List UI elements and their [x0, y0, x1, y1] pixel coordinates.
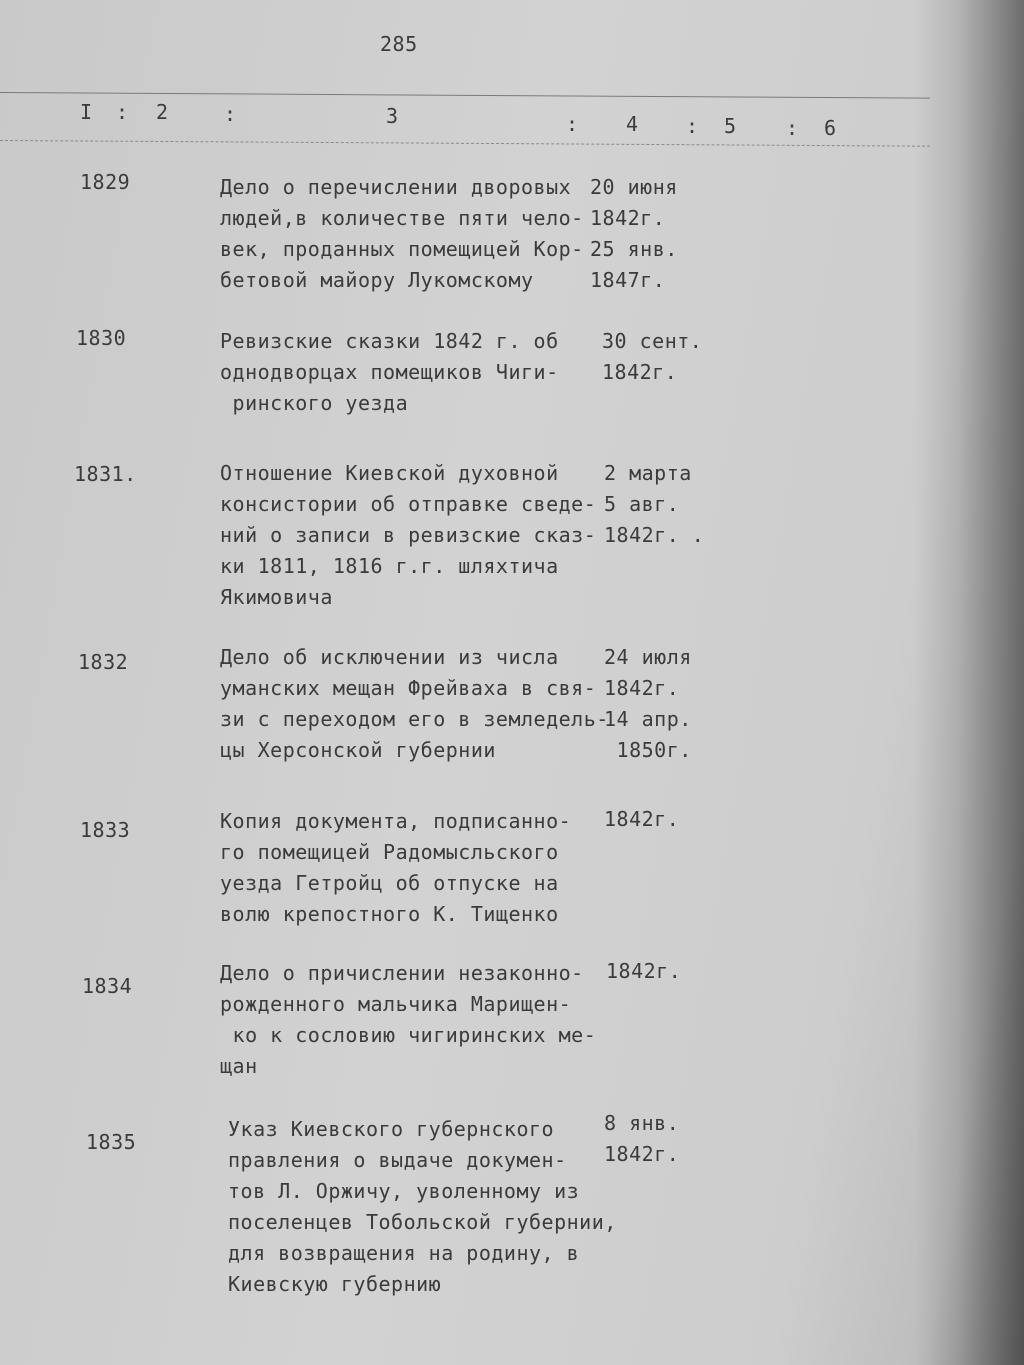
entry-number: 1831. — [74, 462, 137, 486]
entry-dates: 30 сент. 1842г. — [602, 329, 703, 384]
entry-description: Копия документа, подписанно- го помещицей Радомысльского уезда Гетройц об отпуске на волю крепостного К. Тищенко — [220, 809, 572, 926]
entry-description: Дело об исключении из числа уманских мещан Фрейваха в свя- зи с переходом его в земледель- цы Херсонской губернии — [220, 645, 609, 762]
column-header: 3 — [386, 104, 399, 128]
entry-number: 1830 — [76, 326, 127, 350]
table-header-top-rule — [0, 92, 930, 99]
column-separator: : — [116, 100, 129, 124]
table-header-bottom-rule — [0, 140, 930, 147]
entry-description: Указ Киевского губернского правления о выдаче докумен- тов Л. Оржичу, уволенному из поселенцев Тобольской губернии, для возвращения на родину, в Киевскую губернию — [228, 1117, 617, 1296]
column-header: 4 — [626, 112, 639, 136]
entry-dates: 2 марта 5 авг. 1842г. . — [604, 461, 705, 547]
page-number: 285 — [380, 32, 418, 56]
entry-dates: 8 янв. 1842г. — [604, 1111, 680, 1166]
column-header: 6 — [824, 116, 837, 140]
entry-dates: 20 июня 1842г. 25 янв. 1847г. — [590, 175, 678, 292]
entry-description: Дело о причислении незаконно- рожденного мальчика Марищен- ко к сословию чигиринских ме- щан — [220, 961, 597, 1078]
entry-dates: 24 июля 1842г. 14 апр. 1850г. — [604, 645, 692, 762]
entry-number: 1833 — [80, 818, 131, 842]
column-separator: : — [686, 114, 699, 138]
entry-number: 1834 — [82, 974, 133, 998]
column-header: I — [80, 100, 93, 124]
entry-description: Дело о перечислении дворовых людей,в количестве пяти чело- век, проданных помещицей Кор- бетовой майору Лукомскому — [220, 175, 584, 292]
page-edge-shadow — [914, 0, 1024, 1365]
column-header: 5 — [724, 114, 737, 138]
column-separator: : — [566, 112, 579, 136]
entry-dates: 1842г. — [604, 807, 680, 831]
entry-description: Отношение Киевской духовной консистории об отправке сведе- ний о записи в ревизские сказ- ки 1811, 1816 г.г. шляхтича Якимовича — [220, 461, 597, 609]
entry-description: Ревизские сказки 1842 г. об однодворцах помещиков Чиги- ринского уезда — [220, 329, 559, 415]
column-header: 2 — [156, 100, 169, 124]
column-separator: : — [786, 116, 799, 140]
column-separator: : — [224, 102, 237, 126]
entry-number: 1835 — [86, 1130, 137, 1154]
entry-number: 1829 — [80, 170, 131, 194]
entry-dates: 1842г. — [606, 959, 682, 983]
entry-number: 1832 — [78, 650, 129, 674]
